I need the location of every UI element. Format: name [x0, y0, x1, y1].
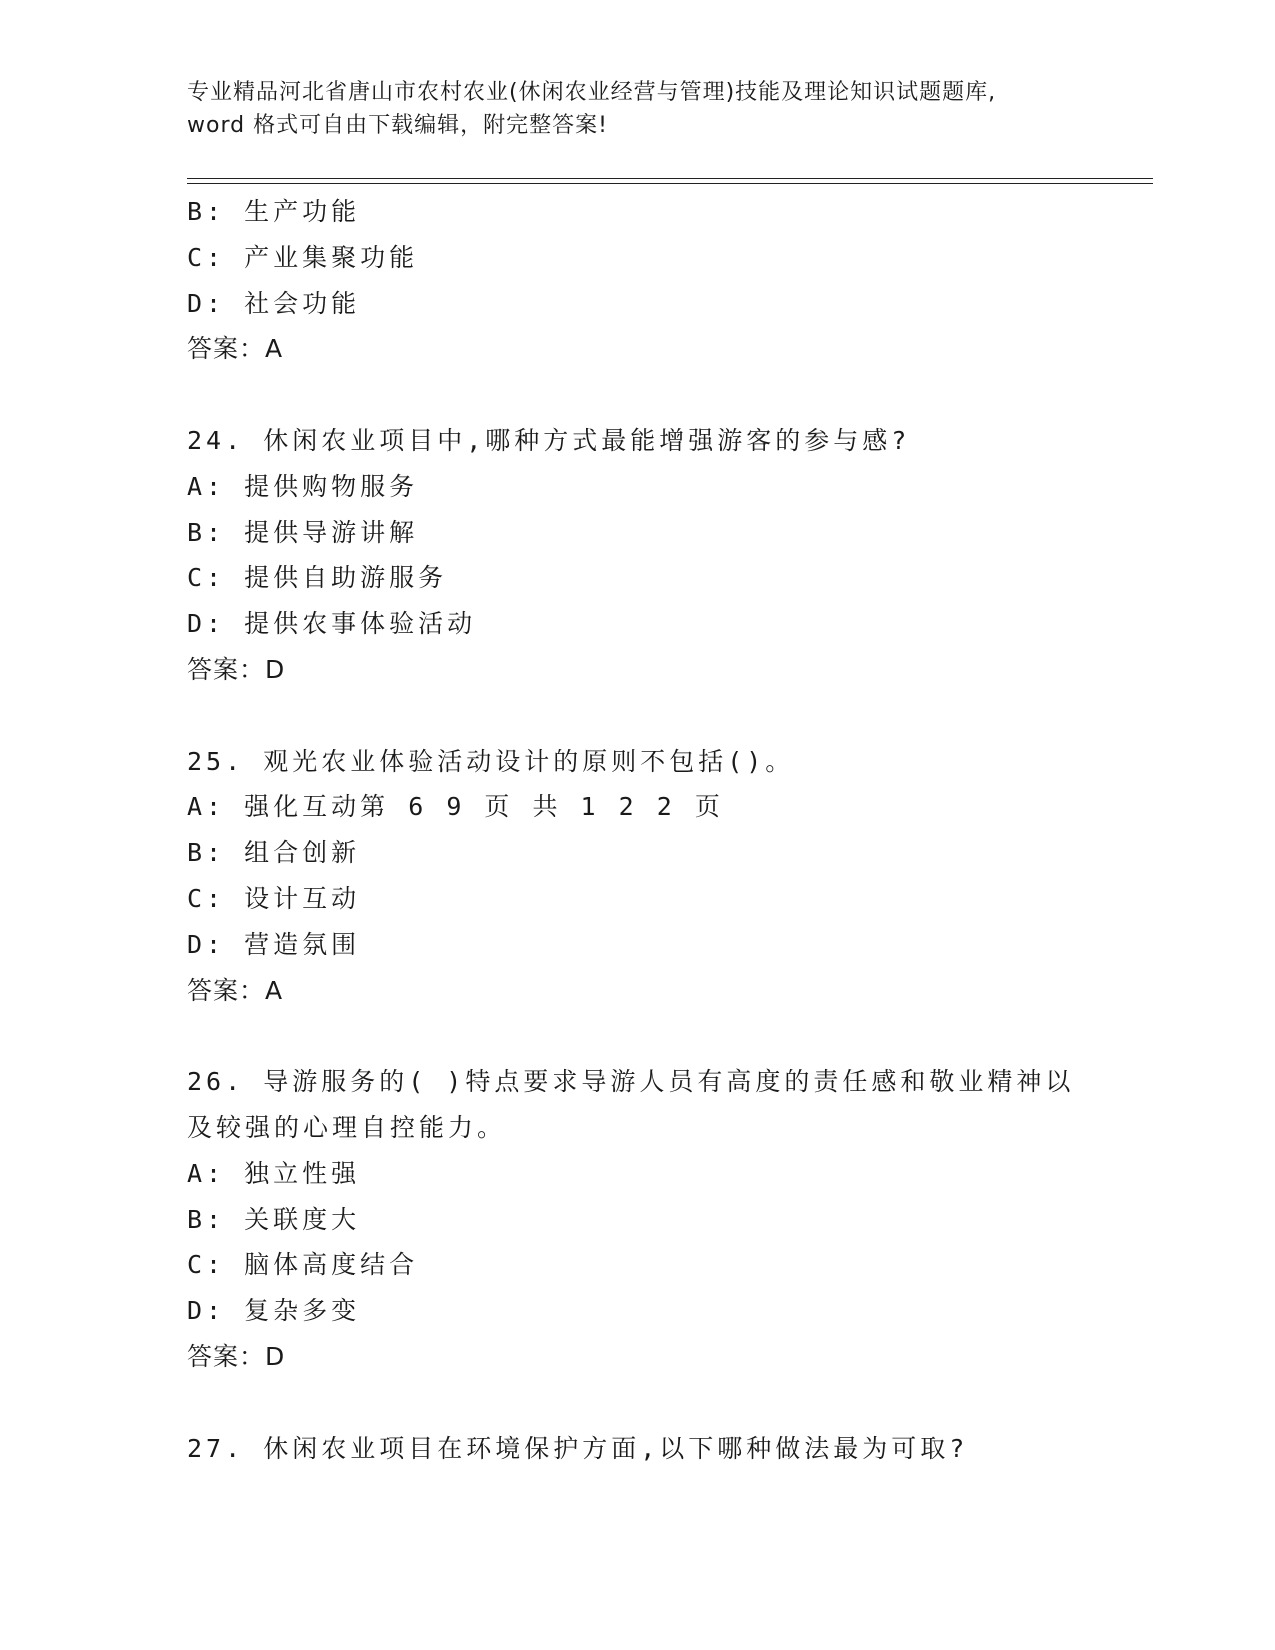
question-23-continued [187, 189, 1127, 372]
option-text: 营造氛围 [244, 929, 361, 959]
option-text: 设计互动 [244, 883, 361, 913]
option-text: 社会功能 [244, 288, 361, 318]
option-b [187, 830, 1127, 876]
option-b [187, 189, 1127, 235]
answer: 答案：D [187, 654, 286, 684]
option-d [187, 601, 1127, 647]
option-text: 复杂多变 [244, 1296, 361, 1326]
option-d [187, 281, 1127, 327]
header-rule-bottom [187, 183, 1153, 184]
option-text: 提供购物服务 [244, 471, 419, 501]
question-text: 27. 休闲农业项目在环境保护方面,以下哪种做法最为可取? [187, 1433, 969, 1463]
header-line-1: 专业精品河北省唐山市农村农业(休闲农业经营与管理)技能及理论知识试题题库, [187, 80, 997, 105]
question-27 [187, 1426, 1127, 1472]
option-c [187, 1242, 1127, 1288]
option-text: 组合创新 [244, 838, 361, 868]
question-text: 26. 导游服务的( )特点要求导游人员有高度的责任感和敬业精神以及较强的心理自控能力。 [187, 1067, 1075, 1142]
header-rule-top [187, 178, 1153, 179]
answer: 答案：A [187, 334, 284, 364]
option-label: B: [187, 1204, 226, 1234]
option-text: 提供自助游服务 [244, 563, 448, 593]
option-d [187, 1288, 1127, 1334]
option-label: A: [187, 792, 226, 822]
option-label: C: [187, 563, 226, 593]
option-label: C: [187, 242, 226, 272]
option-text: 脑体高度结合 [244, 1250, 419, 1280]
option-text: 关联度大 [244, 1204, 361, 1234]
question-24 [187, 418, 1127, 693]
option-text: 提供农事体验活动 [244, 609, 477, 639]
option-text: 提供导游讲解 [244, 517, 419, 547]
option-label: D: [187, 929, 226, 959]
question-25 [187, 739, 1127, 1014]
option-label: D: [187, 288, 226, 318]
option-a [187, 784, 1127, 830]
option-a [187, 1151, 1127, 1197]
question-text: 25. 观光农业体验活动设计的原则不包括()。 [187, 746, 795, 776]
option-label: A: [187, 1158, 226, 1188]
question-list [187, 189, 1127, 1471]
answer: 答案：D [187, 1341, 286, 1371]
option-label: C: [187, 1250, 226, 1280]
question-text: 24. 休闲农业项目中,哪种方式最能增强游客的参与感? [187, 425, 911, 455]
option-label: B: [187, 197, 226, 226]
option-b [187, 1197, 1127, 1243]
option-c [187, 235, 1127, 281]
option-label: B: [187, 517, 226, 547]
option-c [187, 876, 1127, 922]
answer: 答案：A [187, 975, 284, 1005]
header-line-2: word 格式可自由下载编辑，附完整答案! [187, 113, 608, 138]
option-label: C: [187, 883, 226, 913]
option-b [187, 510, 1127, 556]
option-label: D: [187, 609, 226, 639]
option-text: 强化互动第 6 9 页 共 1 2 2 页 [244, 792, 724, 822]
option-label: D: [187, 1296, 226, 1326]
option-a [187, 464, 1127, 510]
option-text: 产业集聚功能 [244, 242, 419, 272]
option-c [187, 555, 1127, 601]
option-label: A: [187, 471, 226, 501]
document-header [187, 76, 1087, 142]
option-text: 生产功能 [244, 197, 361, 226]
option-text: 独立性强 [244, 1158, 361, 1188]
option-label: B: [187, 838, 226, 868]
option-d [187, 922, 1127, 968]
question-26 [187, 1059, 1127, 1380]
